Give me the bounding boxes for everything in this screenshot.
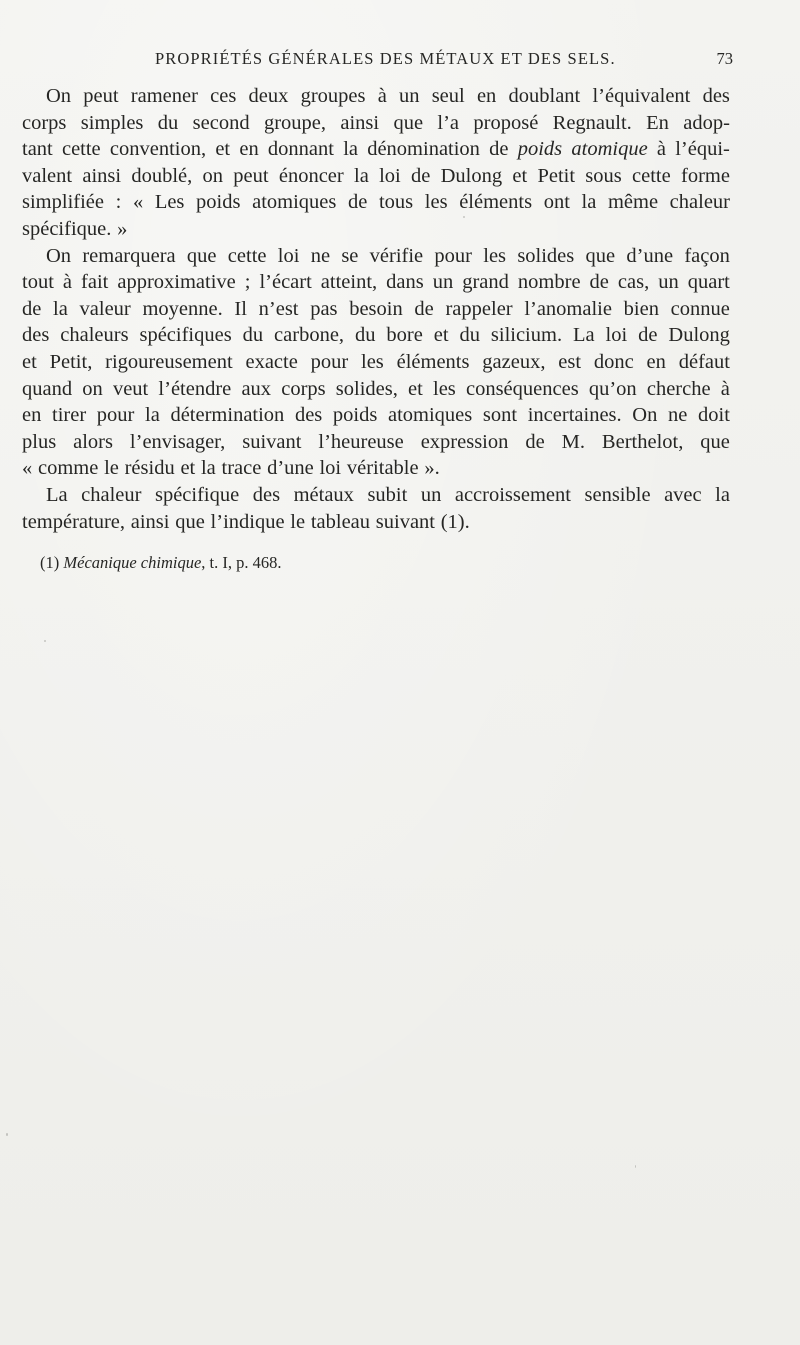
paper-speck (635, 1165, 636, 1168)
text-line: de la valeur moyenne. Il n’est pas besoin de rappeler l’anomalie bien connue (22, 297, 730, 320)
text-line: température, ainsi que l’indique le tableau suivant (1). (22, 510, 470, 533)
text-line: On remarquera que cette loi ne se vérifie pour les solides que d’une façon (46, 244, 730, 267)
text-line: des chaleurs spécifiques du carbone, du bore et du silicium. La loi de Dulong (22, 324, 730, 347)
text-line: tout à fait approximative ; l’écart atteint, dans un grand nombre de cas, un quart (22, 271, 730, 294)
paper-speck (6, 1133, 8, 1136)
text-line: corps simples du second groupe, ainsi que l’a proposé Regnault. En adop- (22, 111, 730, 134)
text-line: « comme le résidu et la trace d’une loi véritable ». (22, 457, 440, 480)
footnote-title: Mécanique chimique (63, 553, 202, 572)
paper-speck (463, 216, 465, 218)
body-text (22, 83, 730, 535)
page-number: 73 (716, 49, 733, 68)
footnote (40, 553, 282, 573)
footnote-marker: (1) (40, 553, 60, 572)
text-line: quand on veut l’étendre aux corps solides, et les conséquences qu’on cherche à (22, 377, 730, 400)
page-header (0, 49, 800, 73)
footnote-reference: , t. I, p. 468. (201, 553, 282, 572)
text-line: plus alors l’envisager, suivant l’heureuse expression de M. Berthelot, que (22, 430, 730, 453)
text-line: tant cette convention, et en donnant la dénomination de poids atomique à l’équi- (22, 138, 730, 161)
text-line: simplifiée : « Les poids atomiques de tous les éléments ont la même chaleur (22, 191, 730, 214)
text-line: et Petit, rigoureusement exacte pour les éléments gazeux, est donc en défaut (22, 350, 730, 373)
text-line: On peut ramener ces deux groupes à un seul en doublant l’équivalent des (46, 85, 730, 107)
text-line: valent ainsi doublé, on peut énoncer la loi de Dulong et Petit sous cette forme (22, 164, 730, 187)
text-line: en tirer pour la détermination des poids atomiques sont incertaines. On ne doit (22, 404, 730, 427)
running-head: PROPRIÉTÉS GÉNÉRALES DES MÉTAUX ET DES SELS. (155, 49, 616, 68)
text-line: spécifique. » (22, 217, 128, 240)
text-line: La chaleur spécifique des métaux subit un accroissement sensible avec la (46, 483, 730, 506)
paper-speck (44, 640, 46, 642)
